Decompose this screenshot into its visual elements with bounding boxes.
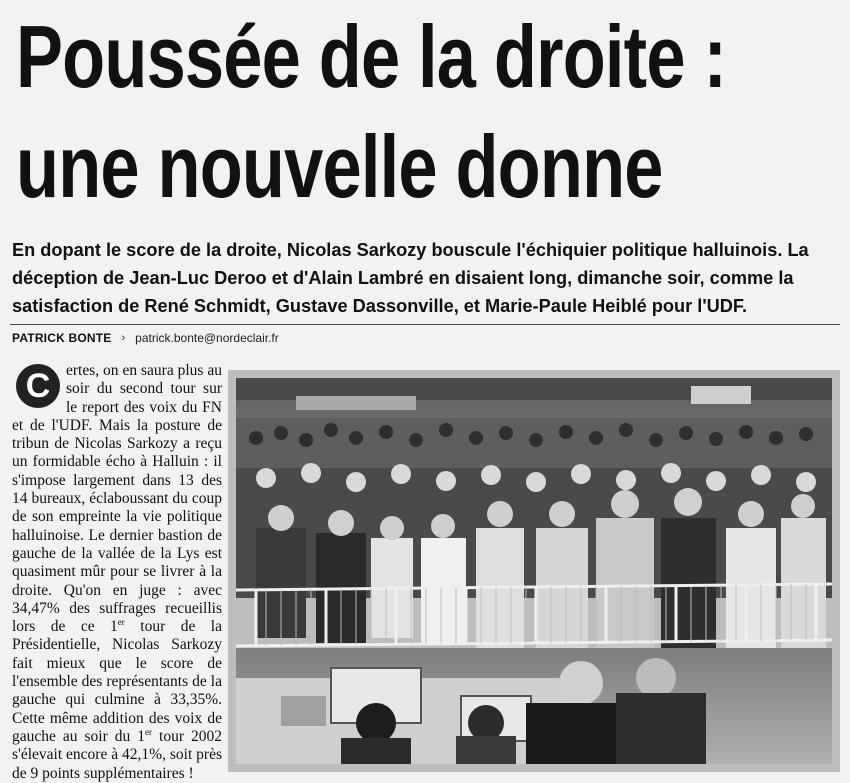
author-email-link[interactable]: patrick.bonte@nordeclair.fr [135,331,279,345]
drop-cap: C [16,364,60,408]
wall-panel [296,396,416,410]
lead-paragraph: En dopant le score de la droite, Nicolas Sarkozy bouscule l'échiquier politique halluinois. La déception de Jean-Luc Deroo et d'Alain Lambré en disaient long, dimanche soir, comme la satisfaction de René Schmidt, Gustave Dassonville, et Marie-Paule Heiblé pour l'UDF. [12,240,809,316]
news-photo [228,370,840,772]
ordinal-suffix-1: er [117,617,125,627]
headline [16,2,727,222]
article-body [12,362,222,783]
ordinal-suffix-2: er [145,726,153,737]
author-name: PATRICK BONTE [12,331,112,345]
article-text-2: tour de la Présidentielle, Nicolas Sarkozy fait mieux que le score de l'ensemble des représentants de la gauche qui culmine à 33,35%. Cette même addition des voix de gauche au soir du 1 [12,618,222,745]
crowd-photo [236,378,832,764]
article-text-3: tour 2002 s'élevait encore à 42,1%, soit près de 9 points supplémentaires ! [12,727,222,782]
byline [12,331,279,345]
divider [10,324,840,325]
wall-sign [691,386,751,404]
headline-line-1: Poussée de la droite : [16,7,727,106]
article-text-1: ertes, on en saura plus au soir du second tour sur le report des voix du FN et de l'UDF. Mais la posture de tribun de Nicolas Sarkozy a reçu un formidable écho à Halluin : il s'impose largement dans 13 des 14 bureaux, éclaboussant du coup de son empreinte la vie politique halluinoise. Le dernier bastion de gauche de la vallée de la Lys est quasiment mûr pour se livrer à la droite. Qu'on en juge : avec 34,47% des suffrages recueillis lors de ce 1 [12,362,222,636]
headline-line-2: une nouvelle donne [16,117,663,216]
chevron-right-icon: › [121,332,126,344]
printer [281,696,326,726]
